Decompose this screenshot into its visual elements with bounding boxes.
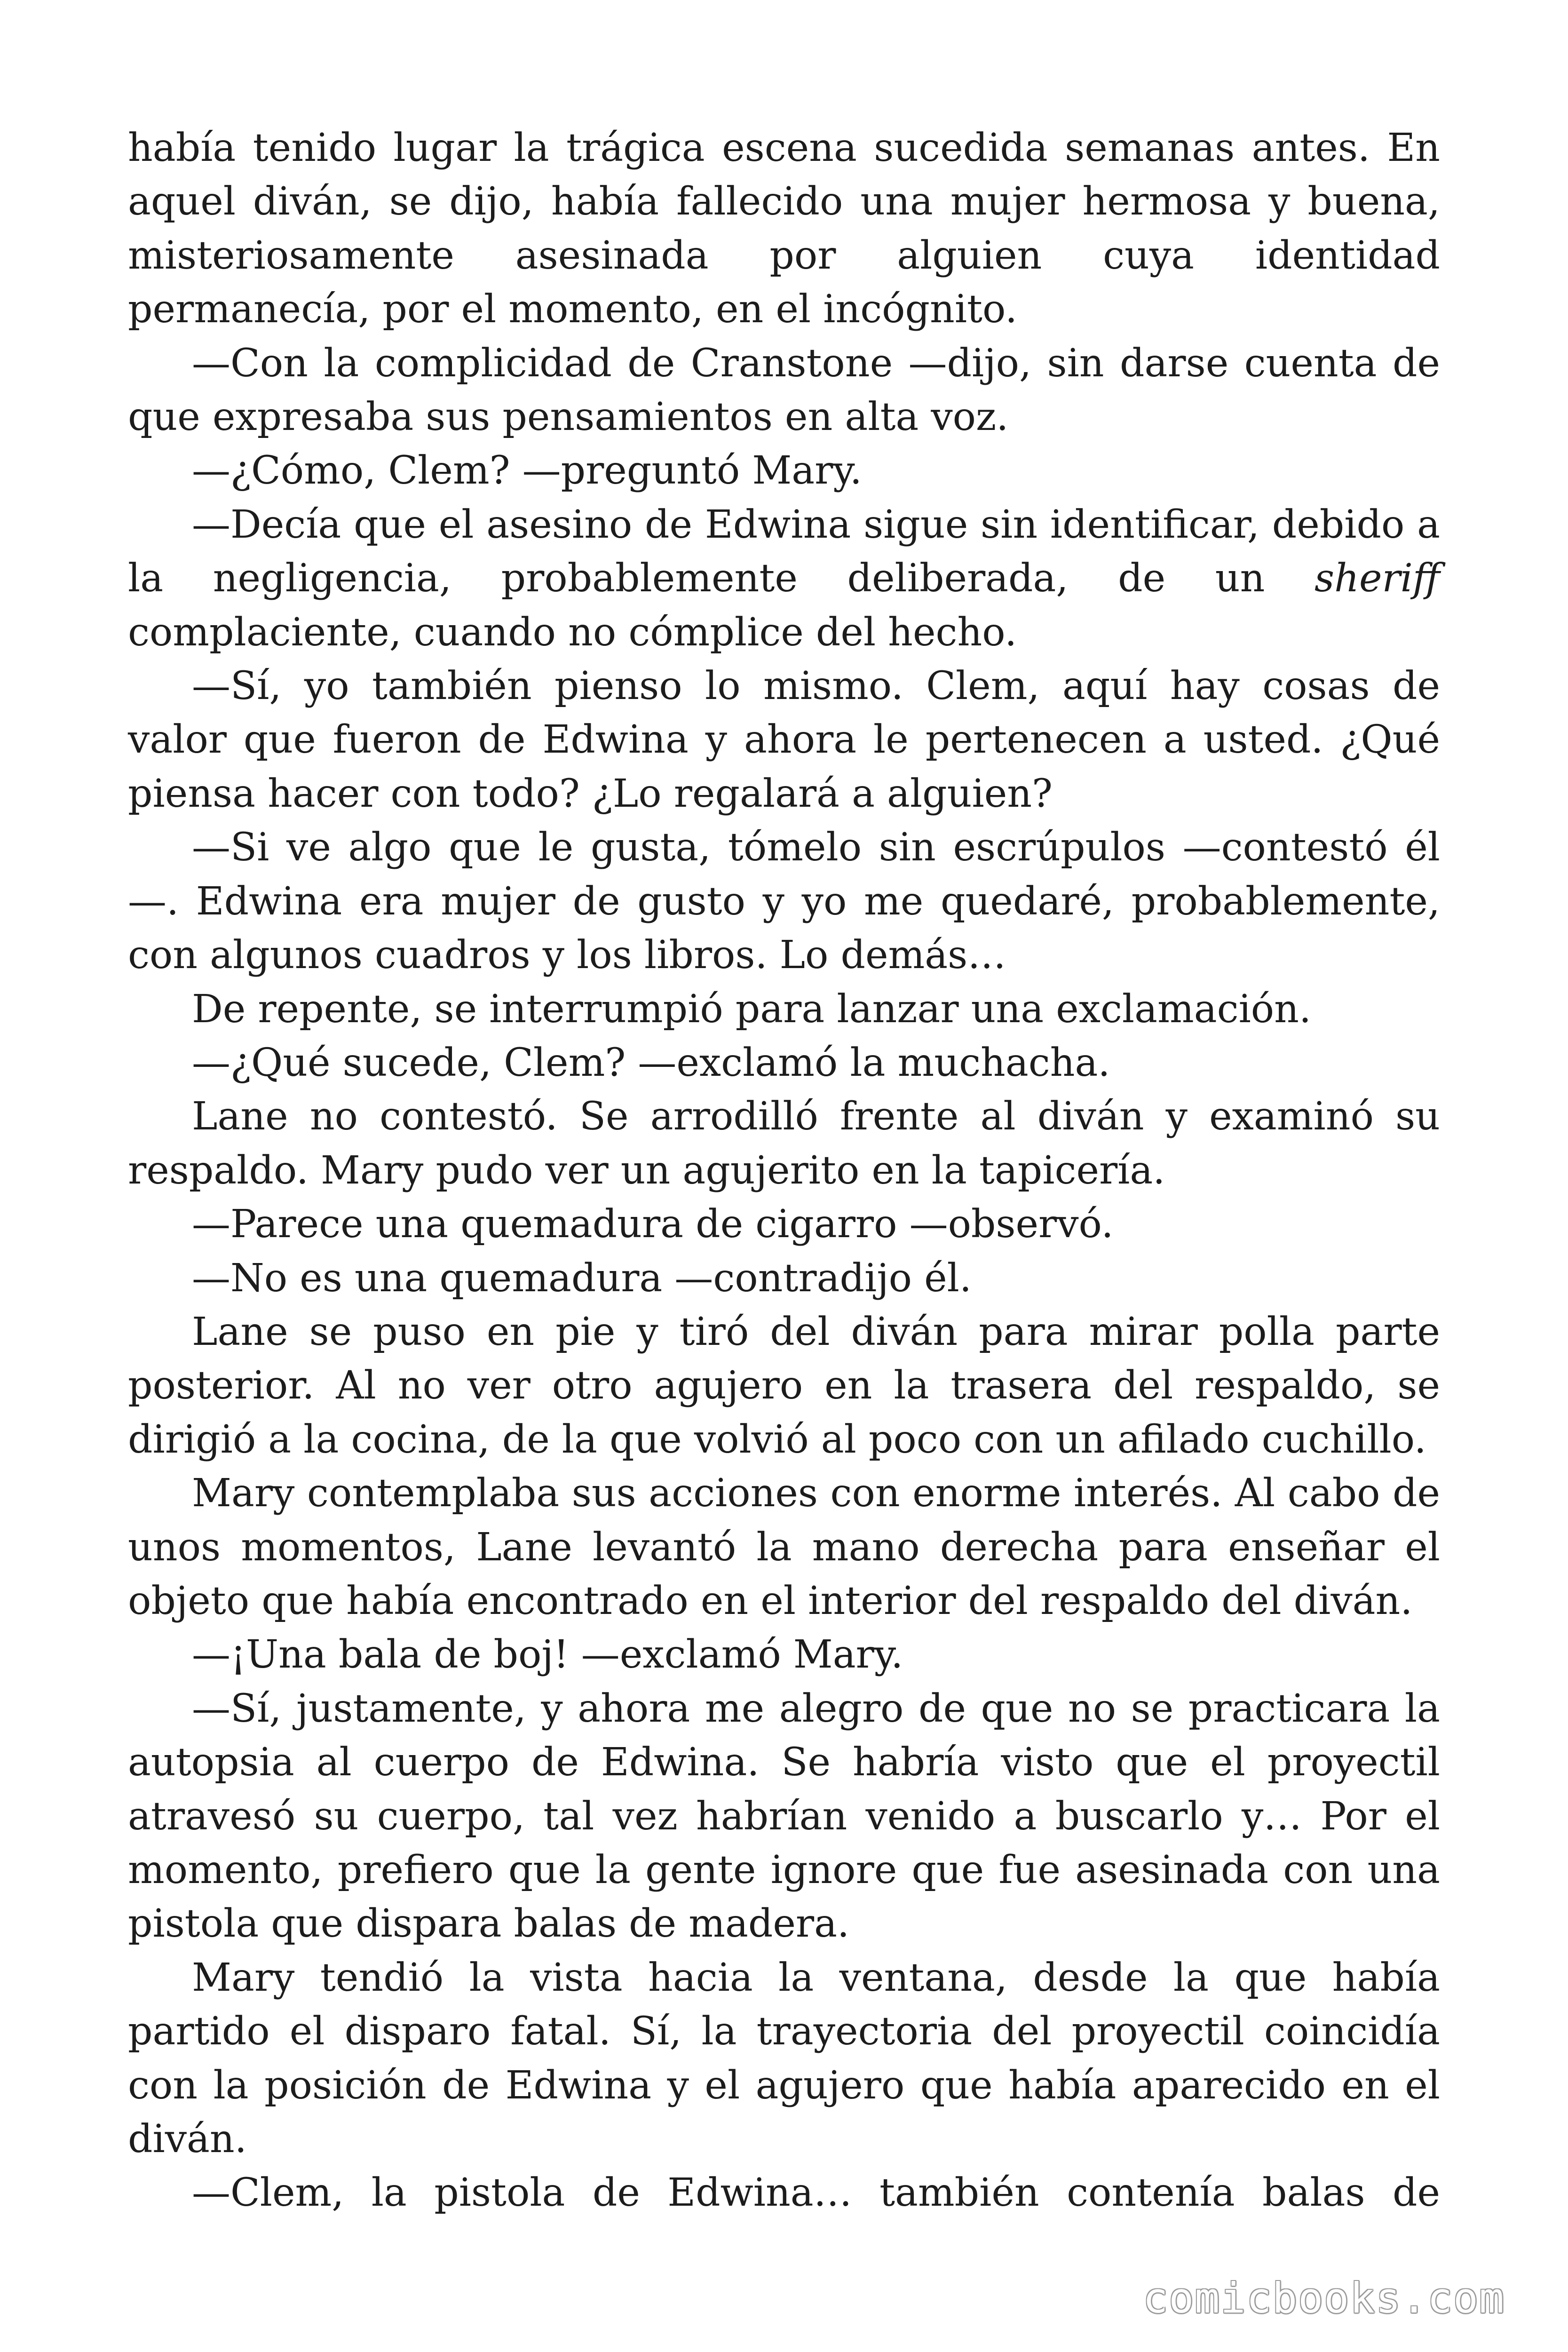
paragraph-6: —Si ve algo que le gusta, tómelo sin escrúpulos —contestó él—. Edwina era mujer de gusto y yo me quedaré, probablemente, con algunos cuadros y los libros. Lo demás… xyxy=(128,825,1440,978)
paragraph-5: —Sí, yo también pienso lo mismo. Clem, aquí hay cosas de valor que fueron de Edwina y ahora le pertenecen a usted. ¿Qué piensa hacer con todo? ¿Lo regalará a alguien? xyxy=(128,664,1440,816)
paragraph-4-text-after: complaciente, cuando no cómplice del hecho. xyxy=(128,610,1017,655)
paragraph-17: —Clem, la pistola de Edwina… también contenía balas de xyxy=(192,2170,1440,2216)
paragraph-3: —¿Cómo, Clem? —preguntó Mary. xyxy=(192,448,862,493)
paragraph-15: —Sí, justamente, y ahora me alegro de que no se practicara la autopsia al cuerpo de Edwina. Se habría visto que el proyectil atravesó su cuerpo, tal vez habrían venido a buscarlo y… Por el momento, prefiero que la gente ignore que fue asesinada con una pistola que dispara balas de madera. xyxy=(128,1686,1440,1947)
paragraph-4-text-before: —Decía que el asesino de Edwina sigue sin identificar, debido a la negligencia, probablemente deliberada, de un xyxy=(128,502,1440,601)
paragraph-10: —Parece una quemadura de cigarro —observó. xyxy=(192,1202,1114,1247)
paragraph-7: De repente, se interrumpió para lanzar una exclamación. xyxy=(192,986,1312,1032)
italic-word-sheriff: sheriff xyxy=(1315,556,1440,601)
paragraph-1: había tenido lugar la trágica escena sucedida semanas antes. En aquel diván, se dijo, había fallecido una mujer hermosa y buena, misteriosamente asesinada por alguien cuya identidad permanecía, por el momento, en el incógnito. xyxy=(128,126,1440,332)
paragraph-4 xyxy=(128,498,1440,660)
paragraph-16: Mary tendió la vista hacia la ventana, desde la que había partido el disparo fatal. Sí, la trayectoria del proyectil coincidía con la posición de Edwina y el agujero que había aparecido en el diván. xyxy=(128,1955,1440,2162)
paragraph-13: Mary contemplaba sus acciones con enorme interés. Al cabo de unos momentos, Lane levantó la mano derecha para enseñar el objeto que había encontrado en el interior del respaldo del diván. xyxy=(128,1471,1440,1623)
paragraph-2: —Con la complicidad de Cranstone —dijo, sin darse cuenta de que expresaba sus pensamientos en alta voz. xyxy=(128,341,1440,440)
watermark: comicbooks.com xyxy=(1143,2274,1505,2322)
paragraph-11: —No es una quemadura —contradijo él. xyxy=(192,1255,972,1301)
paragraph-12: Lane se puso en pie y tiró del diván para mirar polla parte posterior. Al no ver otro agujero en la trasera del respaldo, se dirigió a la cocina, de la que volvió al poco con un afilado cuchillo. xyxy=(128,1309,1440,1462)
paragraph-14: —¡Una bala de boj! —exclamó Mary. xyxy=(192,1632,903,1677)
paragraph-9: Lane no contestó. Se arrodilló frente al diván y examinó su respaldo. Mary pudo ver un agujerito en la tapicería. xyxy=(128,1094,1440,1193)
page-text xyxy=(128,121,1440,2220)
paragraph-8: —¿Qué sucede, Clem? —exclamó la muchacha. xyxy=(192,1040,1110,1085)
